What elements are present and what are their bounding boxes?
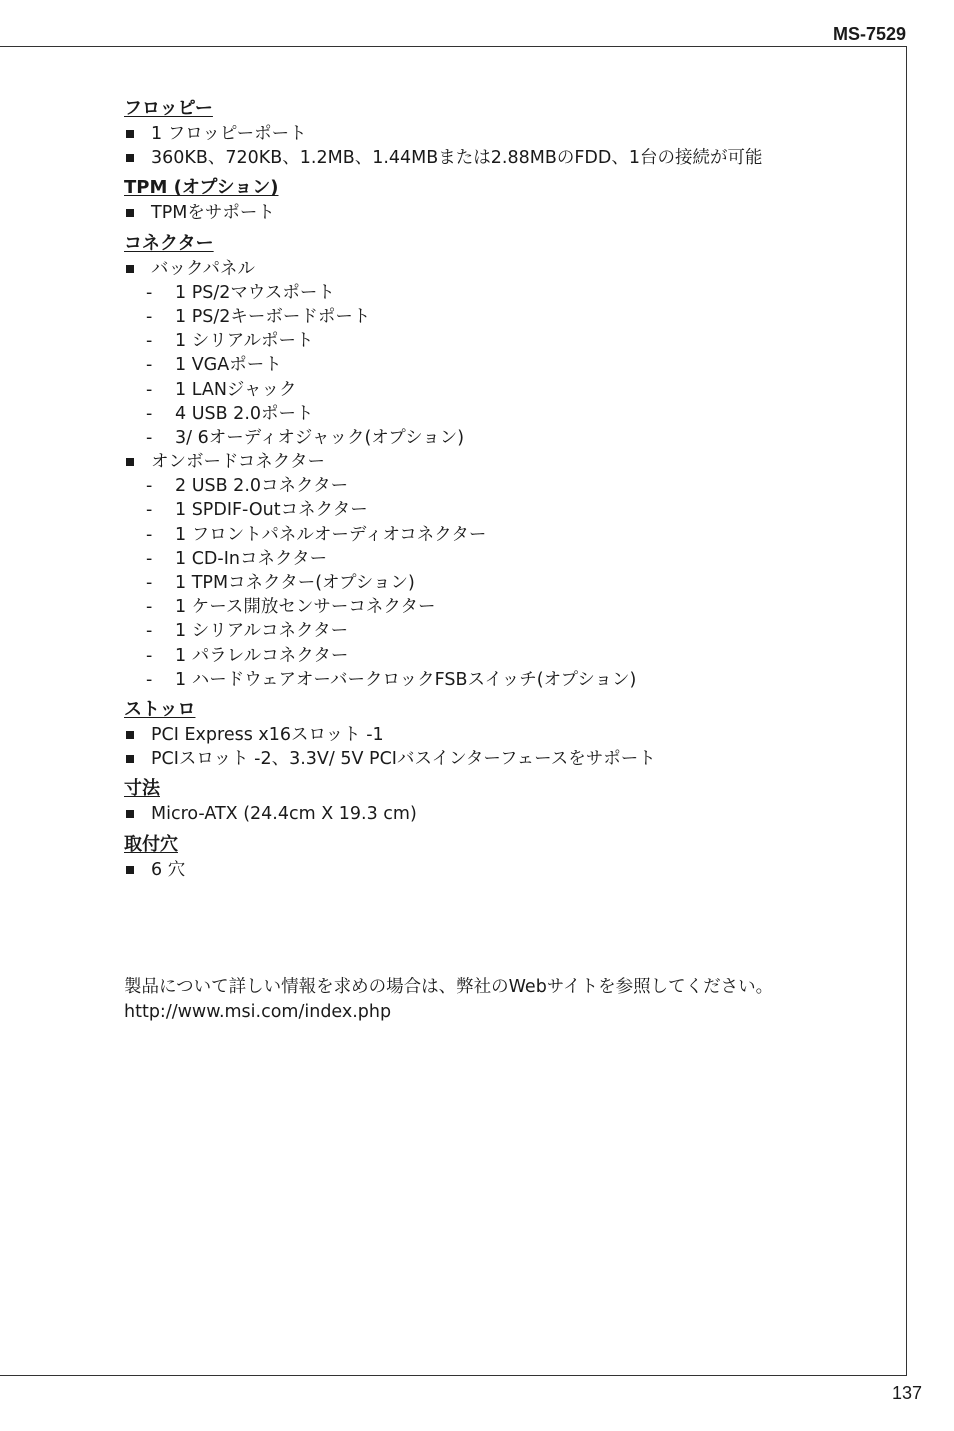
sub-list-item: - 1 SPDIF-Outコネクター xyxy=(124,498,864,522)
header-rule xyxy=(0,46,907,47)
list-item: オンボードコネクター xyxy=(124,450,864,474)
margin-rule xyxy=(906,46,907,1376)
list-item: PCIスロット -2、3.3V/ 5V PCIバスインターフェースをサポート xyxy=(124,747,864,771)
sub-list-item: - 1 シリアルポート xyxy=(124,329,864,353)
website-note: 製品について詳しい情報を求めの場合は、弊社のWebサイトを参照してください。http://www.msi.com/index.php xyxy=(124,977,774,1022)
list-item: 360KB、720KB、1.2MB、1.44MBまたは2.88MBのFDD、1台の接続が可能 xyxy=(124,146,864,170)
page-number: 137 xyxy=(891,1383,922,1403)
sub-list-item: - 1 ケース開放センサーコネクター xyxy=(124,595,864,619)
list-item: Micro-ATX (24.4cm X 19.3 cm) xyxy=(124,802,864,826)
sub-list-item: - 3/ 6オーディオジャック(オプション) xyxy=(124,426,864,450)
list-item: TPMをサポート xyxy=(124,201,864,225)
sub-list-item: - 2 USB 2.0コネクター xyxy=(124,474,864,498)
sub-list-item: - 1 PS/2マウスポート xyxy=(124,281,864,305)
list-item: 6 穴 xyxy=(124,858,864,882)
footer-rule xyxy=(0,1375,907,1376)
sub-list-item: - 1 CD-Inコネクター xyxy=(124,547,864,571)
section-floppy xyxy=(124,98,864,170)
sub-list-item: - 1 PS/2キーボードポート xyxy=(124,305,864,329)
section-mounting-holes xyxy=(124,834,864,882)
section-tpm xyxy=(124,177,864,225)
section-heading: TPM (オプション) xyxy=(124,177,279,199)
section-connectors xyxy=(124,233,864,692)
sub-list-item: - 4 USB 2.0ポート xyxy=(124,402,864,426)
section-heading: フロッピー xyxy=(124,98,213,119)
sub-list-item: - 1 ハードウェアオーバークロックFSBスイッチ(オプション) xyxy=(124,668,864,692)
sub-list-item: - 1 TPMコネクター(オプション) xyxy=(124,571,864,595)
list-item: バックパネル xyxy=(124,257,864,281)
list-item: 1 フロッピーポート xyxy=(124,122,864,146)
sub-list-item: - 1 パラレルコネクター xyxy=(124,644,864,668)
sub-list-item: - 1 LANジャック xyxy=(124,378,864,402)
section-heading: 取付穴 xyxy=(124,833,178,855)
section-heading: ストッロ xyxy=(124,698,196,720)
section-slots xyxy=(124,699,864,771)
sub-list-item: - 1 VGAポート xyxy=(124,353,864,377)
model-number: MS-7529 xyxy=(832,24,906,44)
spec-list xyxy=(124,98,864,889)
section-heading: コネクター xyxy=(124,232,214,254)
list-item: PCI Express x16スロット -1 xyxy=(124,723,864,747)
sub-list-item: - 1 フロントパネルオーディオコネクター xyxy=(124,523,864,547)
section-dimensions xyxy=(124,778,864,826)
sub-list-item: - 1 シリアルコネクター xyxy=(124,619,864,643)
section-heading: 寸法 xyxy=(124,778,160,800)
